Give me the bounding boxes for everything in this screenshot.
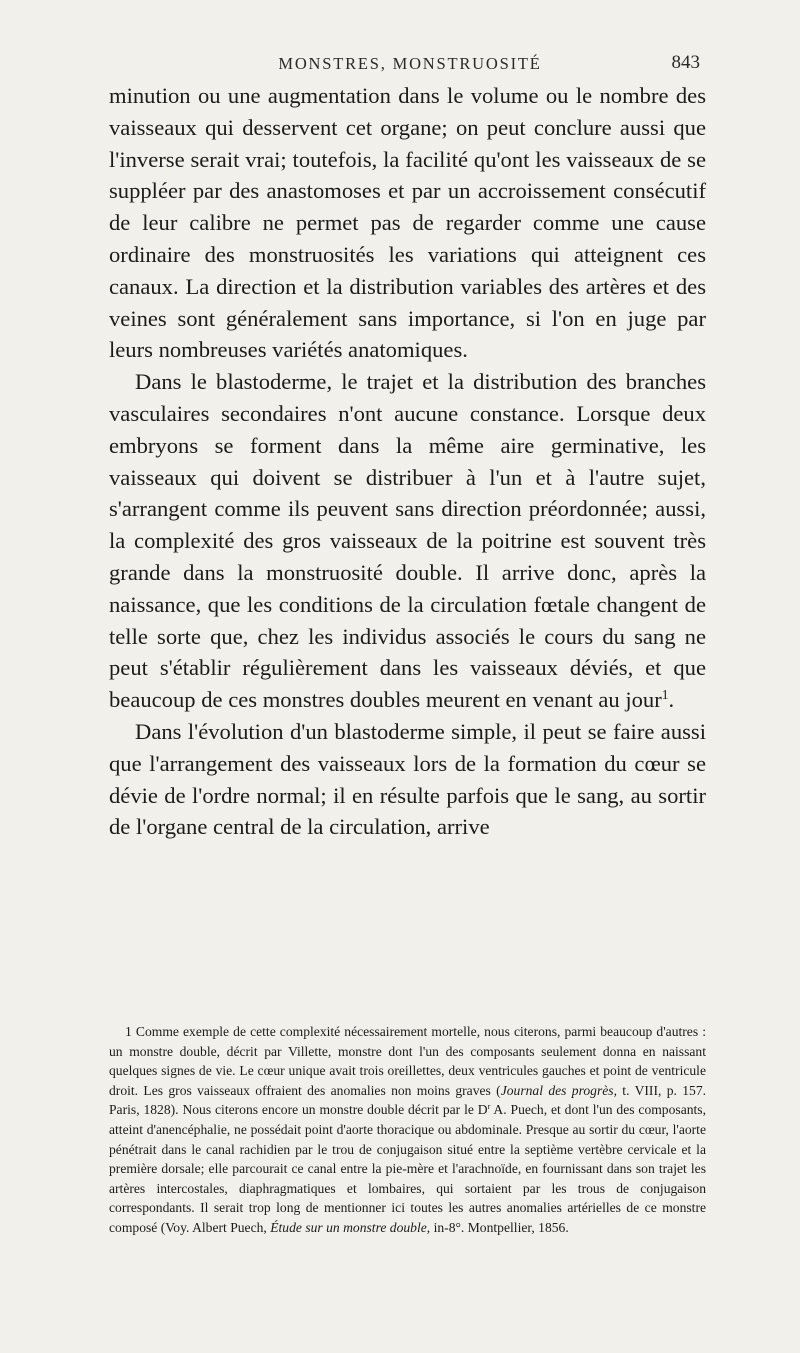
- footnote-work-title: Étude sur un monstre double: [270, 1219, 427, 1235]
- page-number: 843: [671, 52, 700, 73]
- paragraph-3: Dans l'évolution d'un blastoderme simple, il peut se faire aussi que l'arrangement des vaisseaux lors de la formation du cœur se dévie de l'ordre normal; il en résulte parfois que le sang, au sortir de l'organe central de la circulation, arrive: [109, 718, 706, 840]
- paragraph-2: [109, 366, 706, 716]
- footnote-text-middle: , t. VIII, p. 157. Paris, 1828). Nous citerons encore un monstre double décrit par le D: [109, 1082, 707, 1118]
- body-text: [109, 80, 706, 843]
- footnote-1: [109, 1022, 706, 1238]
- footnote-journal-title: Journal des progrès: [500, 1082, 614, 1098]
- paragraph-2-end: .: [668, 687, 675, 713]
- footnote-number: 1: [125, 1024, 132, 1039]
- paragraph-2-text: Dans le blastoderme, le trajet et la distribution des branches vasculaires secondaires n'ont aucune constance. Lorsque deux embryons se forment dans la même aire germinative, les vaisseaux qui doivent se distribuer à l'un et à l'autre sujet, s'arrangent comme ils peuvent sans direction préordonnée; aussi, la complexité des gros vaisseaux de la poitrine est souvent très grande dans la monstruosité double. Il arrive donc, après la naissance, que les conditions de la circulation fœtale changent de telle sorte que, chez les individus associés le cours du sang ne peut s'établir régulièrement dans les vaisseaux déviés, et que beaucoup de ces monstres doubles meurent en venant au jour: [109, 369, 706, 713]
- footnote-text-end: , in-8°. Montpellier, 1856.: [426, 1219, 569, 1235]
- footnote-text-before: Comme exemple de cette complexité nécessairement mortelle, nous citerons, parmi beaucoup d'autres : un monstre double, décrit par Villette, monstre dont l'un des composants seulement donna en naissant quelques signes de vie. Le cœur unique avait trois oreillettes, deux ventricules gauches et point de ventricule droit. Les gros vaisseaux offraient des anomalies non moins graves (: [109, 1024, 706, 1098]
- running-title: MONSTRES, MONSTRUOSITÉ: [278, 54, 542, 73]
- footnote-text-after: A. Puech, et dont l'un des composants, atteint d'anencéphalie, ne possédait point d'aorte thoracique ou abdominale. Presque au sortir du cœur, l'aorte pénétrait dans le canal rachidien par le trou de conjugaison situé entre la septième vertèbre cervicale et la première dorsale; elle parcourait ce canal entre la pie-mère et l'arachnoïde, en fournissant dans son trajet les artères intercostales, diaphragmatiques et lombaires, qui sortaient par les trous de conjugaison correspondants. Il serait trop long de mentionner ici toutes les autres anomalies artérielles de ce monstre composé (Voy. Albert Puech,: [109, 1102, 706, 1235]
- running-head: [0, 54, 800, 82]
- paragraph-1: minution ou une augmentation dans le volume ou le nombre des vaisseaux qui desservent cet organe; on peut conclure aussi que l'inverse serait vrai; toutefois, la facilité qu'ont les vaisseaux de se suppléer par des anastomoses et par un accroissement consécutif de leur calibre ne permet pas de regarder comme une cause ordinaire des monstruosités les variations qui atteignent ces canaux. La direction et la distribution variables des artères et des veines sont généralement sans importance, si l'on en juge par leurs nombreuses variétés anatomiques.: [109, 83, 706, 363]
- footnotes: [109, 1022, 706, 1238]
- footnote-reference: 1: [661, 687, 669, 703]
- footnote-doctor-abbrev: r: [487, 1102, 491, 1112]
